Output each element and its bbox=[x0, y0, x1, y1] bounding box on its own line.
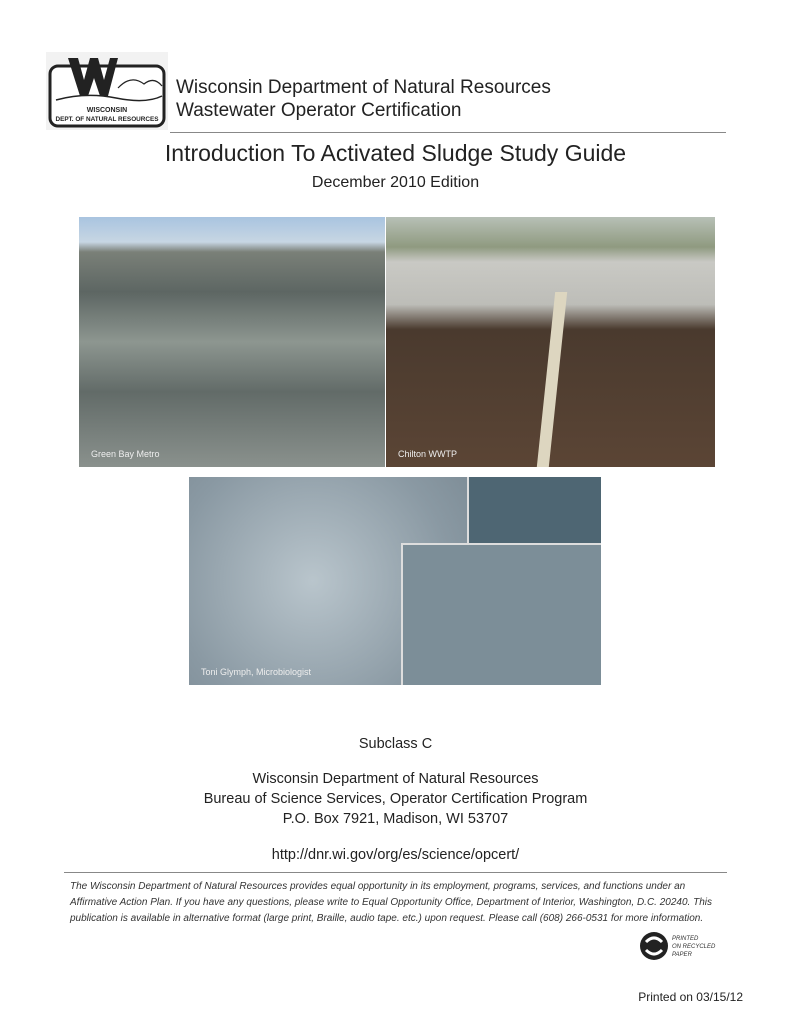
recycled-paper-badge bbox=[638, 930, 722, 962]
header-divider bbox=[170, 132, 726, 133]
org-line-2: Wastewater Operator Certification bbox=[176, 100, 462, 121]
footer-divider bbox=[64, 872, 727, 873]
address-block bbox=[0, 769, 791, 829]
aeration-basin-photo bbox=[79, 217, 385, 467]
edition: December 2010 Edition bbox=[311, 174, 480, 191]
org-line-1: Wisconsin Department of Natural Resources bbox=[176, 77, 551, 98]
microorganism-photo bbox=[189, 477, 601, 685]
recycled-line-1: PRINTED bbox=[672, 936, 699, 942]
disclaimer: The Wisconsin Department of Natural Resources provides equal opportunity in its employment, programs, services, and functions under an Affirmative Action Plan. If you have any questions, please write to Equal Opportunity Office, Department of Interior, Washington, D.C. 20240. This publication is available in alternative format (large print, Braille, audio tape. etc.) upon request. Please call (608) 266-0531 for more information. bbox=[70, 881, 712, 924]
photo-caption: Chilton WWTP bbox=[398, 449, 458, 459]
photo-caption: Green Bay Metro bbox=[91, 449, 160, 459]
subclass: Subclass C bbox=[358, 736, 433, 752]
printed-date: Printed on 03/15/12 bbox=[638, 990, 743, 1004]
logo-text-2: DEPT. OF NATURAL RESOURCES bbox=[55, 116, 159, 123]
recycled-line-2: ON RECYCLED bbox=[672, 944, 716, 950]
address-line-1: Wisconsin Department of Natural Resources bbox=[252, 771, 539, 787]
dnr-logo bbox=[46, 52, 168, 130]
photo-caption: Toni Glymph, Microbiologist bbox=[201, 667, 312, 677]
org-header bbox=[176, 76, 551, 122]
document-title: Introduction To Activated Sludge Study Guide bbox=[164, 140, 627, 166]
address-line-3: P.O. Box 7921, Madison, WI 53707 bbox=[282, 811, 509, 827]
address-line-2: Bureau of Science Services, Operator Certification Program bbox=[203, 791, 588, 807]
website-link[interactable]: http://dnr.wi.gov/org/es/science/opcert/ bbox=[271, 847, 520, 863]
logo-text-1: WISCONSIN bbox=[86, 107, 128, 114]
recycled-line-3: PAPER bbox=[672, 952, 692, 958]
clarifier-photo bbox=[386, 217, 715, 467]
